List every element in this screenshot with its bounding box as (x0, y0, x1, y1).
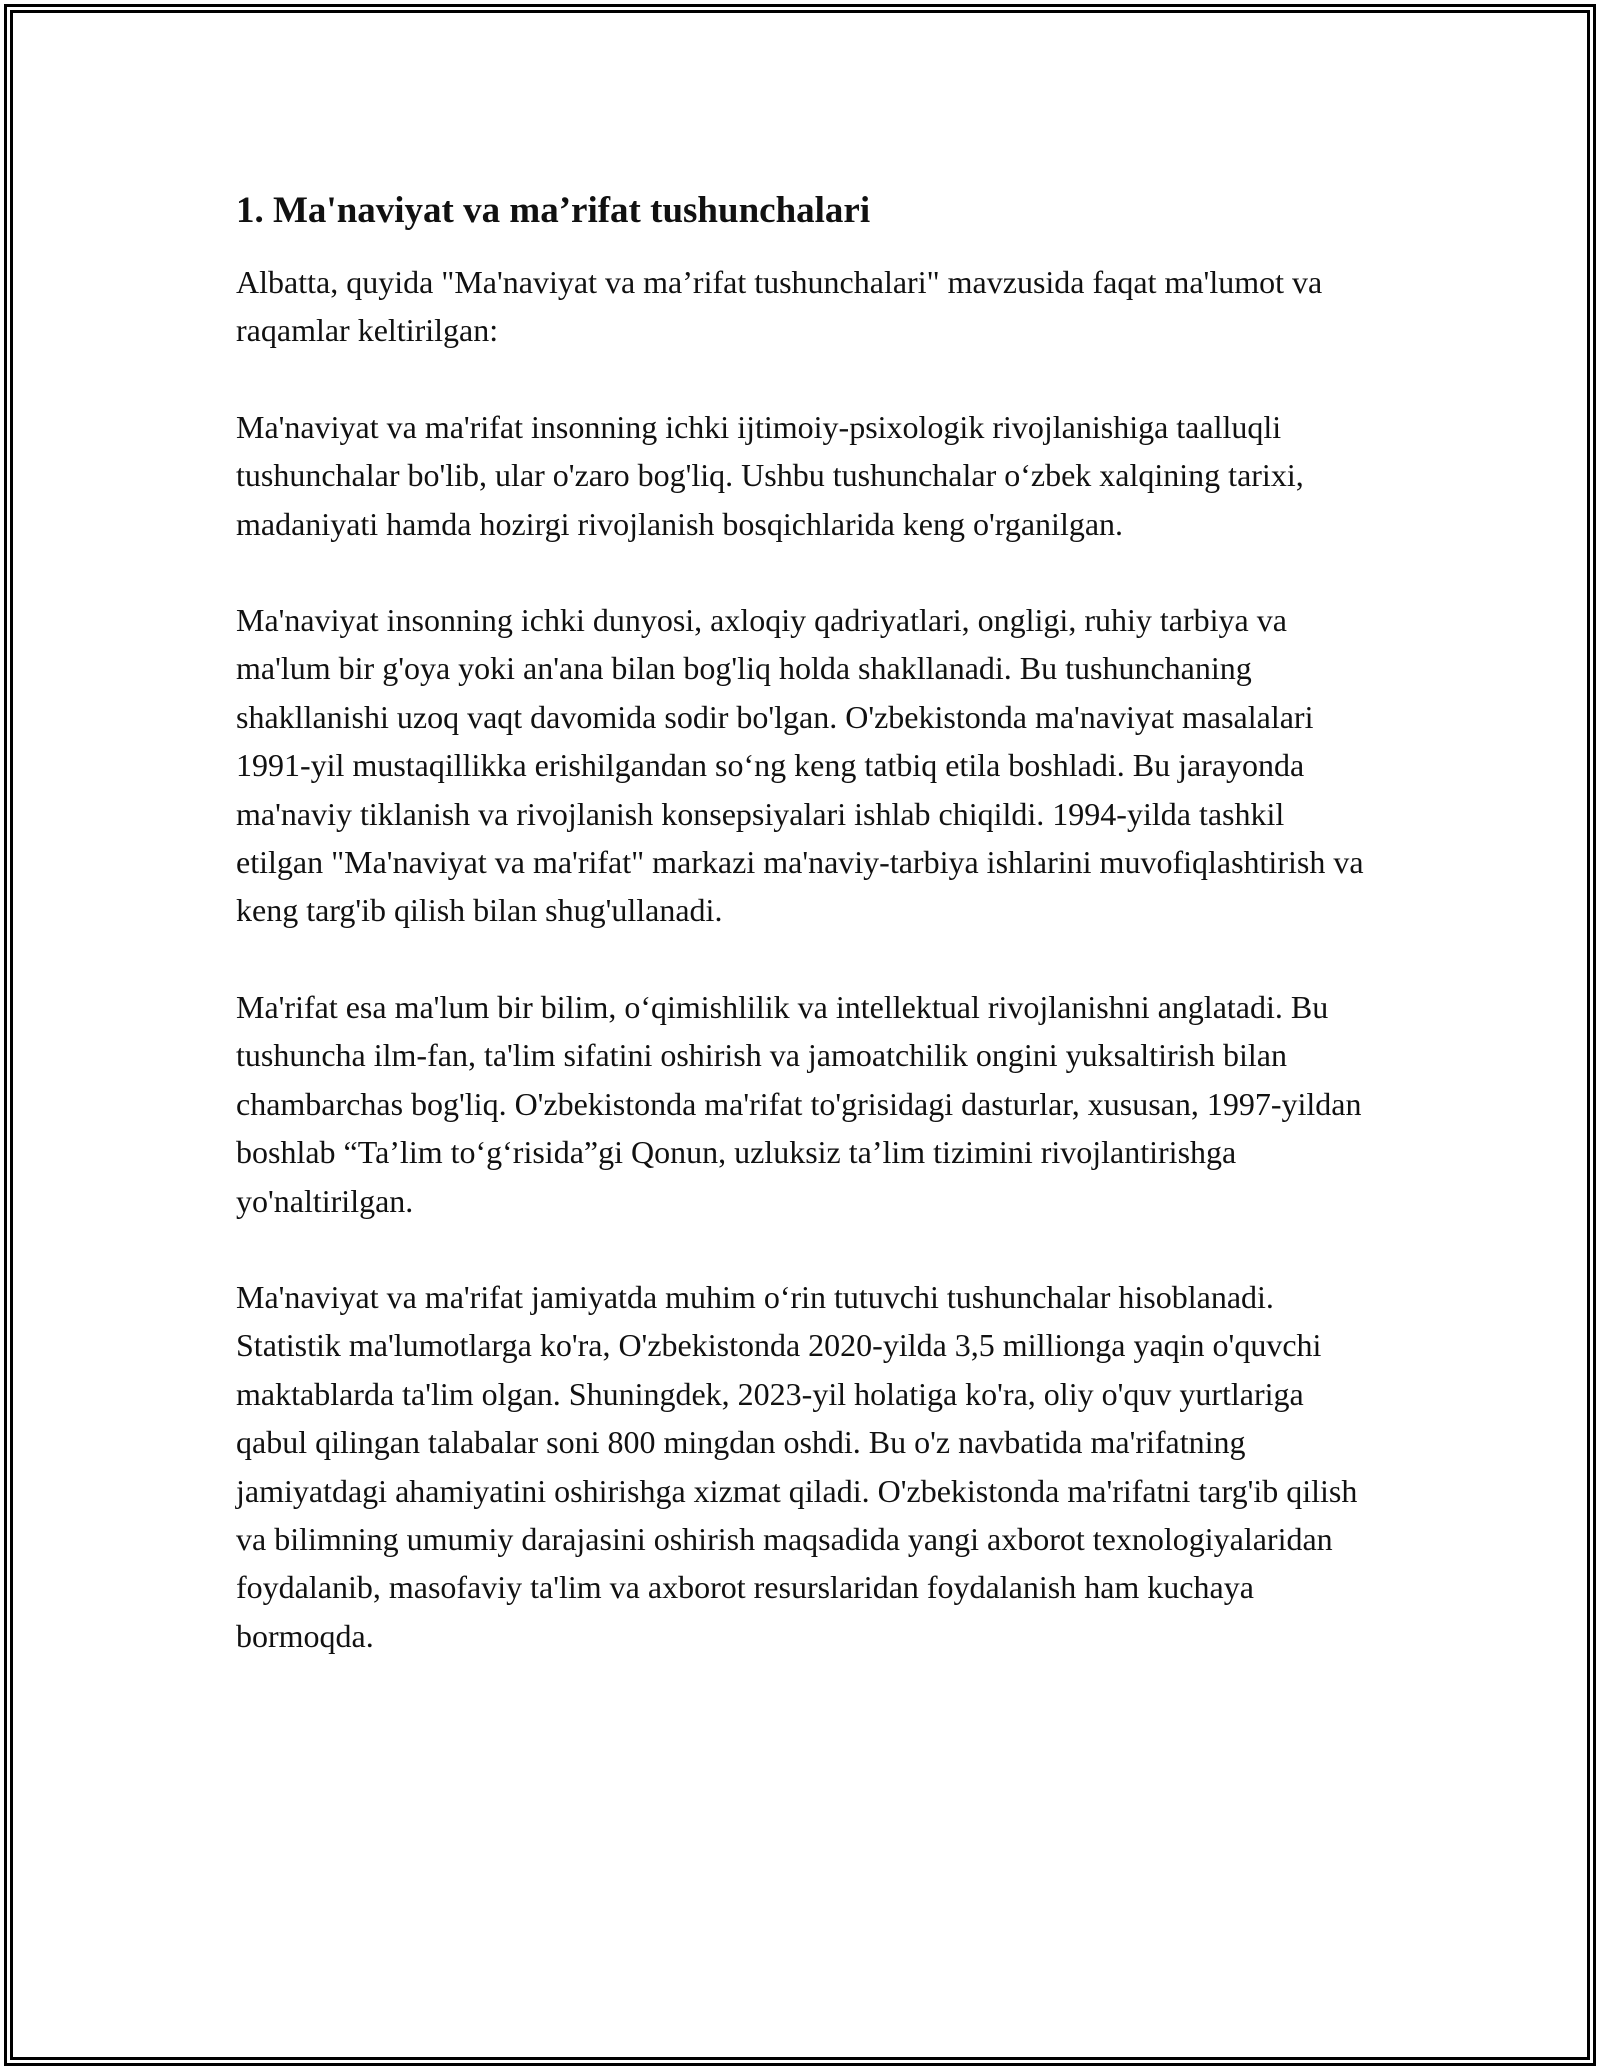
document-body (236, 186, 1376, 1708)
paragraph-overview: Ma'naviyat va ma'rifat insonning ichki ijtimoiy-psixologik rivojlanishiga taalluqli tushunchalar bo'lib, ular o'zaro bog'liq. Ushbu tushunchalar o‘zbek xalqining tarixi, madaniyati hamda hozirgi rivojlanish bosqichlarida keng o'rganilgan. (236, 408, 1304, 542)
paragraph-statistics: Ma'naviyat va ma'rifat jamiyatda muhim o‘rin tutuvchi tushunchalar hisoblanadi. Statistik ma'lumotlarga ko'ra, O'zbekistonda 2020-yilda 3,5 millionga yaqin o'quvchi maktablarda ta'lim olgan. Shuningdek, 2023-yil holatiga ko'ra, oliy o'quv yurtlariga qabul qilingan talabalar soni 800 mingdan oshdi. Bu o'z navbatida ma'rifatning jamiyatdagi ahamiyatini oshirishga xizmat qiladi. O'zbekistonda ma'rifatni targ'ib qilish va bilimning umumiy darajasini oshirish maqsadida yangi axborot texnologiyalaridan foydalanib, masofaviy ta'lim va axborot resurslaridan foydalanish ham kuchaya bormoqda. (236, 1278, 1358, 1654)
paragraph-marifat: Ma'rifat esa ma'lum bir bilim, o‘qimishlilik va intellektual rivojlanishni anglatadi. Bu tushuncha ilm-fan, ta'lim sifatini oshirish va jamoatchilik ongini yuksaltirish bilan chambarchas bog'liq. O'zbekistonda ma'rifat to'grisidagi dasturlar, xususan, 1997-yildan boshlab “Ta’lim to‘g‘risida”gi Qonun, uzluksiz ta’lim tizimini rivojlantirishga yo'naltirilgan. (236, 988, 1362, 1219)
document-heading: 1. Ma'naviyat va ma’rifat tushunchalari (236, 190, 871, 231)
paragraph-intro: Albatta, quyida "Ma'naviyat va ma’rifat tushunchalari" mavzusida faqat ma'lumot va raqamlar keltirilgan: (236, 264, 1323, 349)
paragraph-manaviyat: Ma'naviyat insonning ichki dunyosi, axloqiy qadriyatlari, ongligi, ruhiy tarbiya va ma'lum bir g'oya yoki an'ana bilan bog'liq holda shakllanadi. Bu tushunchaning shakllanishi uzoq vaqt davomida sodir bo'lgan. O'zbekistonda ma'naviyat masalalari 1991-yil mustaqillikka erishilgandan so‘ng keng tatbiq etila boshladi. Bu jarayonda ma'naviy tiklanish va rivojlanish konsepsiyalari ishlab chiqildi. 1994-yilda tashkil etilgan "Ma'naviyat va ma'rifat" markazi ma'naviy-tarbiya ishlarini muvofiqlashtirish va keng targ'ib qilish bilan shug'ullanadi. (236, 602, 1364, 929)
